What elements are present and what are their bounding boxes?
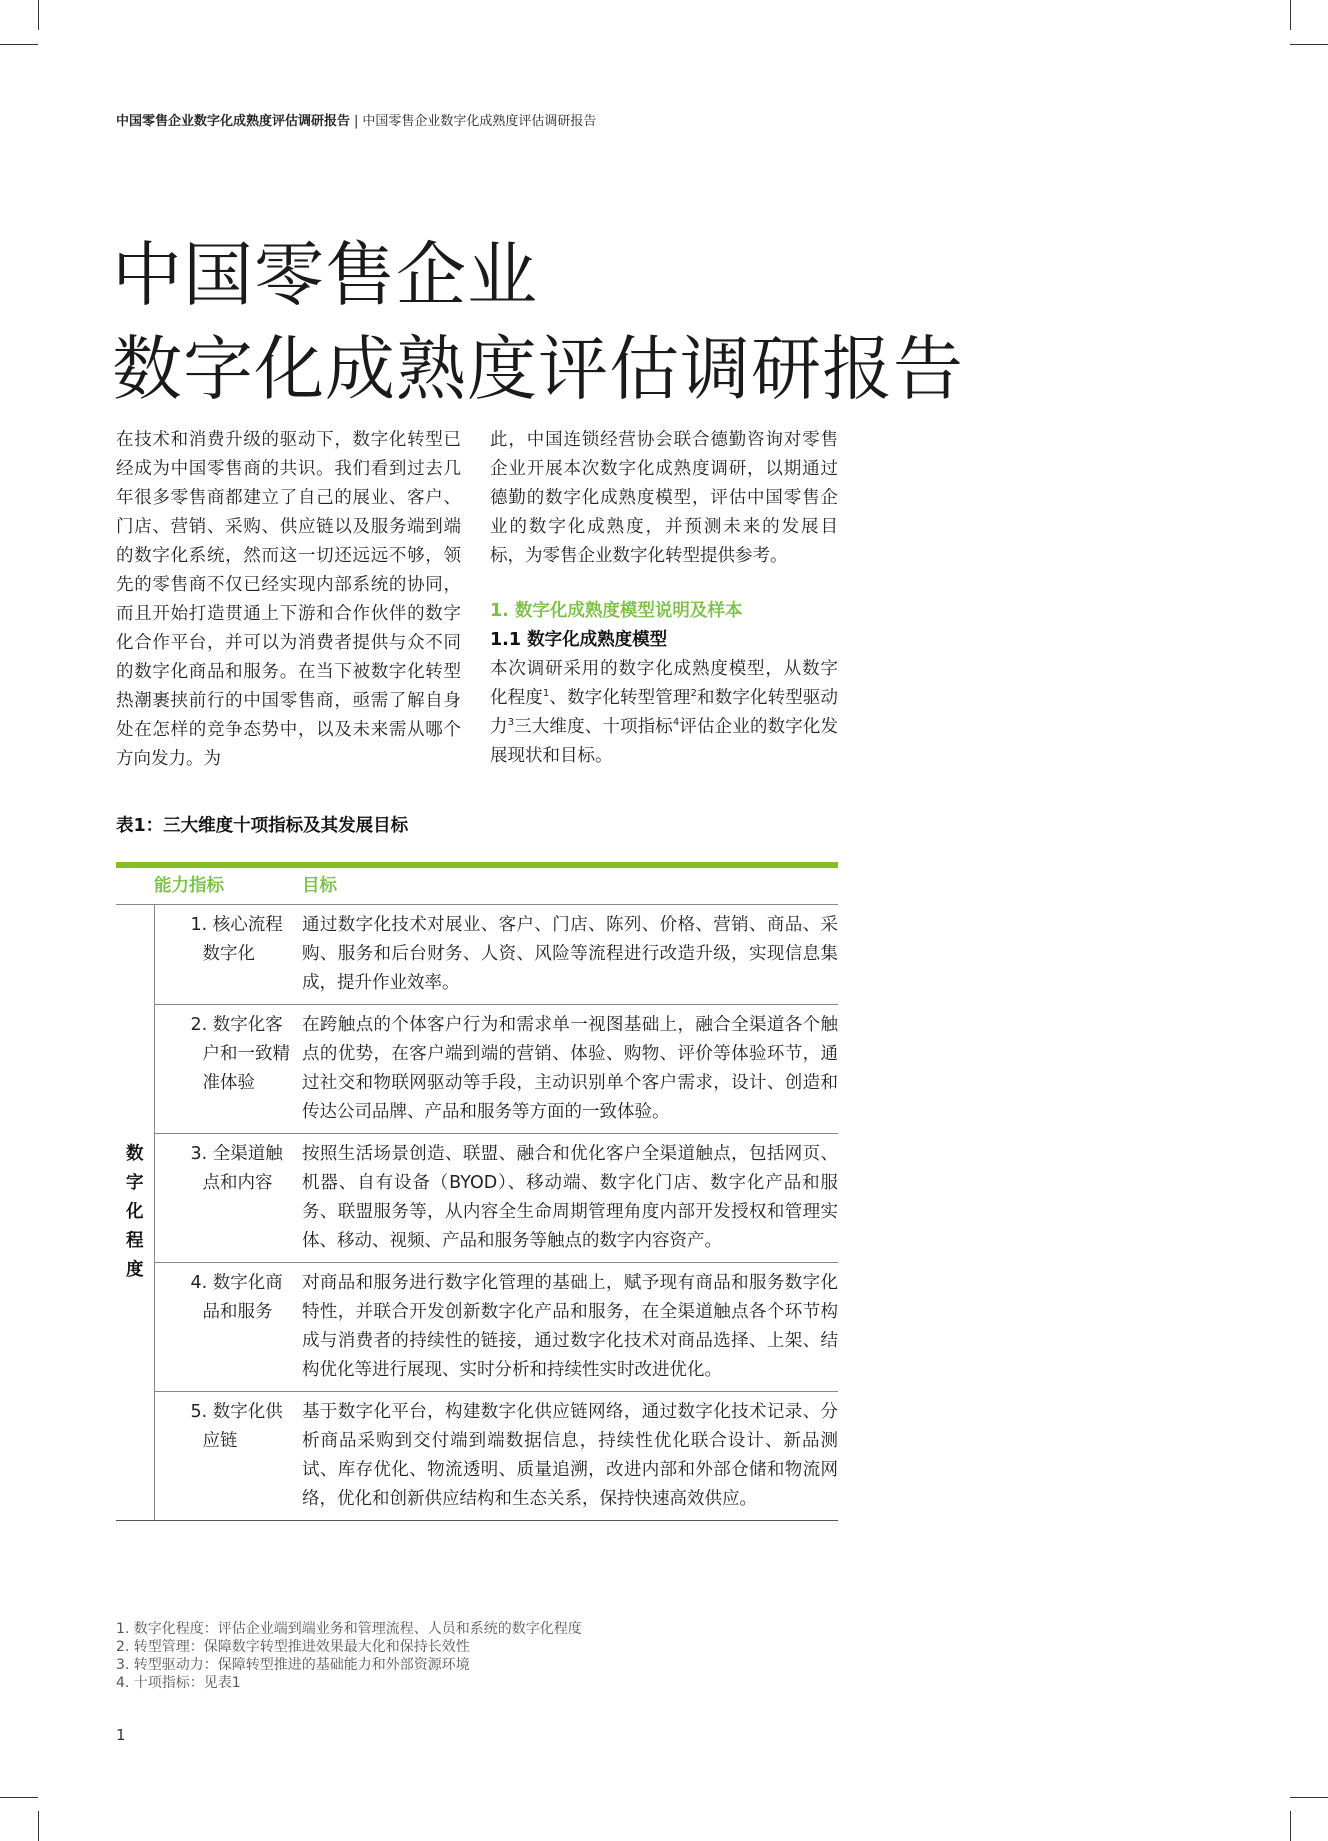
model-description (490, 655, 838, 771)
indicator-cell (154, 1134, 302, 1263)
crop-mark (0, 1797, 38, 1798)
crop-mark (1290, 44, 1328, 45)
running-header (116, 110, 596, 129)
crop-mark (0, 44, 38, 45)
table (116, 868, 838, 1521)
indicator-cell (154, 905, 302, 1005)
crop-mark (38, 1811, 39, 1841)
crop-mark (1290, 1797, 1328, 1798)
indicator-number: 2. (190, 1015, 208, 1035)
crop-mark (1290, 0, 1291, 30)
goal-cell: 基于数字化平台，构建数字化供应链网络，通过数字化技术记录、分析商品采购到交付端到端数据信息，持续性优化联合设计、新品测试、库存优化、物流透明、质量追溯，改进内部和外部仓储和物流网络，优化和创新供应结构和生态关系，保持快速高效供应。 (302, 1392, 838, 1521)
table-header-row (116, 868, 838, 905)
indicator-number: 3. (190, 1144, 208, 1164)
footnote: 3. 转型驱动力：保障转型推进的基础能力和外部资源环境 (116, 1657, 470, 1673)
footnote-ref: 4 (672, 717, 680, 729)
page-number: 1 (116, 1726, 126, 1744)
footnote-ref: 3 (507, 717, 515, 729)
crop-mark (1290, 1811, 1291, 1841)
crop-mark (38, 0, 39, 30)
footnote-ref: 2 (690, 688, 697, 700)
footnotes (116, 1620, 582, 1692)
table-caption: 表1：三大维度十项指标及其发展目标 (116, 816, 409, 836)
table-row (116, 1263, 838, 1392)
left-column (116, 426, 461, 774)
indicator-name: 全渠道触点和内容 (202, 1144, 283, 1193)
section-heading: 1. 数字化成熟度模型说明及样本 (490, 601, 743, 621)
page-title-line-1: 中国零售企业 (112, 234, 538, 316)
indicator-cell (154, 1392, 302, 1521)
table-header-indicator: 能力指标 (154, 868, 302, 905)
subsection-heading: 1.1 数字化成熟度模型 (490, 630, 668, 650)
intro-paragraph-continued: 此，中国连锁经营协会联合德勤咨询对零售企业开展本次数字化成熟度调研，以期通过德勤的数字化成熟度模型，评估中国零售企业的数字化成熟度，并预测未来的发展目标，为零售企业数字化转型提供参考。 (490, 430, 838, 566)
indicator-number: 5. (190, 1402, 208, 1422)
indicator-number: 4. (190, 1273, 208, 1293)
running-header-separator: | (354, 114, 359, 129)
goal-cell: 在跨触点的个体客户行为和需求单一视图基础上，融合全渠道各个触点的优势，在客户端到端的营销、体验、购物、评价等体验环节，通过社交和物联网驱动等手段，主动识别单个客户需求，设计、创造和传达公司品牌、产品和服务等方面的一致体验。 (302, 1005, 838, 1134)
intro-paragraph: 在技术和消费升级的驱动下，数字化转型已经成为中国零售商的共识。我们看到过去几年很多零售商都建立了自己的展业、客户、门店、营销、采购、供应链以及服务端到端的数字化系统，然而这一切还远远不够，领先的零售商不仅已经实现内部系统的协同，而且开始打造贯通上下游和合作伙伴的数字化合作平台，并可以为消费者提供与众不同的数字化商品和服务。在当下被数字化转型热潮裹挟前行的中国零售商，亟需了解自身处在怎样的竞争态势中，以及未来需从哪个方向发力。为 (116, 430, 461, 769)
table-header-dimension (116, 868, 154, 905)
table-row (116, 1134, 838, 1263)
indicator-name: 数字化商品和服务 (202, 1273, 283, 1322)
running-header-title: 中国零售企业数字化成熟度评估调研报告 (116, 114, 351, 129)
indicator-number: 1. (190, 915, 208, 935)
text-run: 本次调研采用的数字化成熟度模型，从数字化程度 (490, 659, 838, 708)
table-row (116, 1392, 838, 1521)
table-row (116, 905, 838, 1005)
running-header-subtitle: 中国零售企业数字化成熟度评估调研报告 (362, 114, 597, 129)
text-run: 和数字化转型驱动力 (490, 688, 839, 737)
text-run: 评估企业的数字化发展现状和目标。 (490, 717, 839, 766)
table-row (116, 1005, 838, 1134)
goal-cell: 对商品和服务进行数字化管理的基础上，赋予现有商品和服务数字化特性，并联合开发创新数字化产品和服务，在全渠道触点各个环节构成与消费者的持续性的链接，通过数字化技术对商品选择、上架、结构优化等进行展现、实时分析和持续性实时改进优化。 (302, 1263, 838, 1392)
indicator-name: 核心流程数字化 (202, 915, 283, 964)
indicator-name: 数字化供应链 (202, 1402, 283, 1451)
page-title (112, 228, 964, 416)
page-title-line-2: 数字化成熟度评估调研报告 (112, 328, 964, 410)
goal-cell: 通过数字化技术对展业、客户、门店、陈列、价格、营销、商品、采购、服务和后台财务、人资、风险等流程进行改造升级，实现信息集成，提升作业效率。 (302, 905, 838, 1005)
footnote: 4. 十项指标：见表1 (116, 1675, 241, 1691)
text-run: 三大维度、十项指标 (514, 717, 673, 737)
dimension-cell (116, 905, 154, 1521)
indicator-cell (154, 1005, 302, 1134)
footnote-ref: 1 (542, 688, 550, 700)
footnote: 2. 转型管理：保障数字转型推进效果最大化和保持长效性 (116, 1639, 470, 1655)
right-column (490, 426, 838, 771)
indicator-cell (154, 1263, 302, 1392)
text-run: 、数字化转型管理 (549, 688, 691, 708)
table-header-goal: 目标 (302, 868, 838, 905)
goal-cell: 按照生活场景创造、联盟、融合和优化客户全渠道触点，包括网页、机器、自有设备（BYOD）、移动端、数字化门店、数字化产品和服务、联盟服务等，从内容全生命周期管理角度内部开发授权和管理实体、移动、视频、产品和服务等触点的数字内容资产。 (302, 1134, 838, 1263)
footnote: 1. 数字化程度：评估企业端到端业务和管理流程、人员和系统的数字化程度 (116, 1621, 582, 1637)
indicator-name: 数字化客户和一致精准体验 (202, 1015, 290, 1093)
dimension-label: 数字化程度 (126, 1144, 144, 1280)
indicator-table (116, 862, 838, 1521)
